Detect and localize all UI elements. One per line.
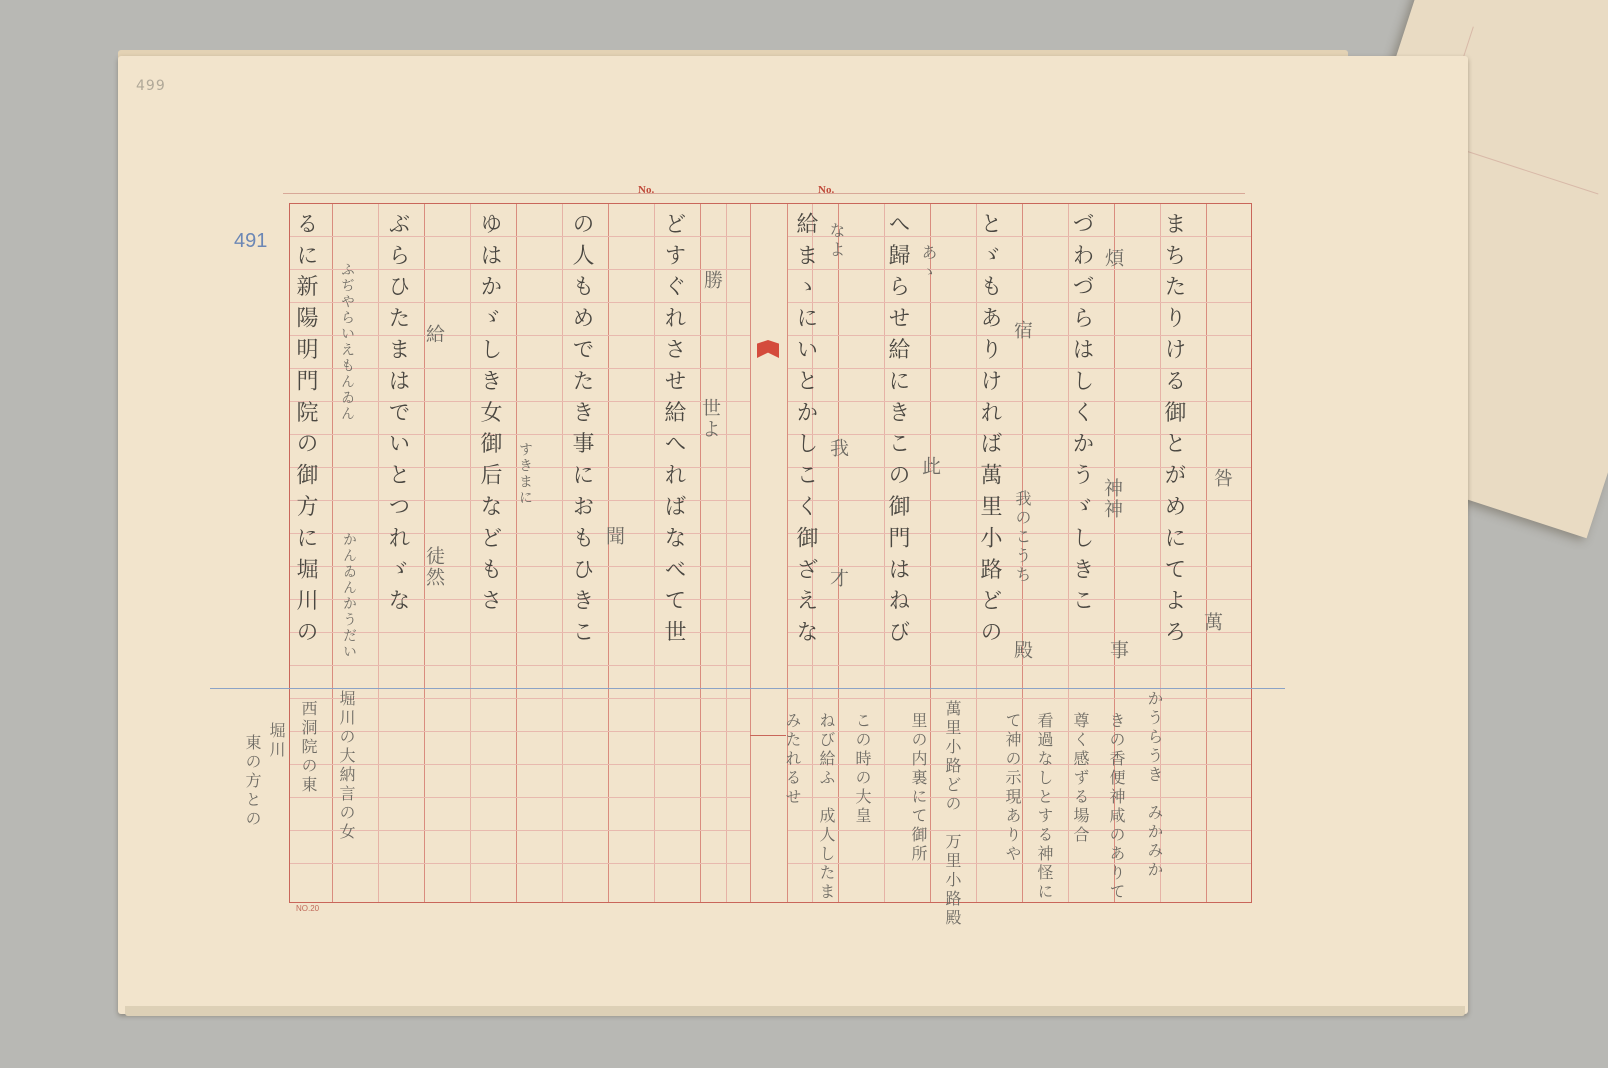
annotation: なよ — [827, 222, 846, 260]
margin-note: かうらうき みかみか — [1145, 690, 1164, 880]
blue-pencil-rule — [210, 688, 1285, 689]
text-column-7: の人もめでたき事におもひきこ — [569, 212, 594, 652]
center-fold-tick — [750, 735, 786, 736]
header-rule — [283, 193, 1245, 194]
annotation: 煩 — [1102, 248, 1124, 269]
annotation: 此 — [919, 456, 941, 477]
text-column-9: ぶらひたまはでいとつれゞな — [385, 212, 410, 621]
margin-note: かんゐんかうだい — [341, 532, 357, 660]
annotation: 我 — [827, 438, 849, 459]
annotation: 徒然 — [423, 546, 445, 588]
sheet-bottom-edge — [125, 1006, 1465, 1016]
pencil-corner-number: 499 — [136, 78, 166, 94]
annotation: 勝 — [701, 270, 723, 291]
margin-note: 堀川 — [267, 722, 286, 760]
text-column-3: とゞもありければ萬里小路どの — [977, 212, 1002, 652]
annotation: 神神 — [1101, 478, 1123, 520]
margin-note: 萬里小路どの 万里小路殿 — [943, 700, 962, 928]
margin-note: て神の示現ありや — [1003, 712, 1022, 864]
annotation: 事 — [1107, 640, 1129, 661]
annotation: あゝ — [919, 244, 938, 282]
annotation: 咎 — [1211, 468, 1233, 489]
text-column-2: づわづらはしくかうゞしきこ — [1069, 212, 1094, 621]
margin-note: この時の大皇 — [853, 712, 872, 826]
annotation: 我のこうち — [1013, 490, 1032, 585]
no-label-right: No. — [818, 184, 835, 196]
footer-code: NO.20 — [296, 904, 320, 913]
no-label-left: No. — [638, 184, 655, 196]
annotation: すきまに — [517, 442, 533, 506]
margin-note: 里の内裏にて御所 — [909, 712, 928, 864]
text-column-1: まちたりける御とがめにてよろ — [1161, 212, 1186, 652]
annotation: 殿 — [1011, 640, 1033, 661]
margin-note: ふぢやらいえもんゐん — [339, 262, 355, 422]
margin-note: 東の方との — [243, 734, 262, 829]
annotation: 宿 — [1011, 320, 1033, 341]
margin-note: 看過なしとする神怪に — [1035, 712, 1054, 902]
margin-note: みたれるせ — [783, 712, 802, 807]
text-column-10: るに新陽明門院の御方に堀川の — [293, 212, 318, 652]
text-column-8: ゆはかゞしき女御后などもさ — [477, 212, 502, 621]
annotation: 萬 — [1201, 612, 1223, 633]
margin-note: 堀川の大納言の女 — [337, 690, 356, 842]
text-column-4: へ歸らせ給にきこの御門はねび — [885, 212, 910, 652]
margin-note: ねび給ふ 成人したま — [817, 712, 836, 902]
annotation: 給 — [423, 324, 445, 345]
text-column-5: 給まゝにいとかしこく御ざえな — [793, 212, 818, 652]
text-column-6: どすぐれさせ給へればなべて世 — [661, 212, 686, 652]
margin-note: 尊く感ずる場合 — [1071, 712, 1090, 845]
page-number: 491 — [234, 230, 268, 252]
annotation: 聞 — [603, 526, 625, 547]
margin-note: きの香便神咸のありて — [1107, 712, 1126, 902]
margin-note: 西洞院の東 — [299, 700, 318, 795]
annotation: 世よ — [699, 398, 721, 440]
annotation: 才 — [827, 568, 849, 589]
